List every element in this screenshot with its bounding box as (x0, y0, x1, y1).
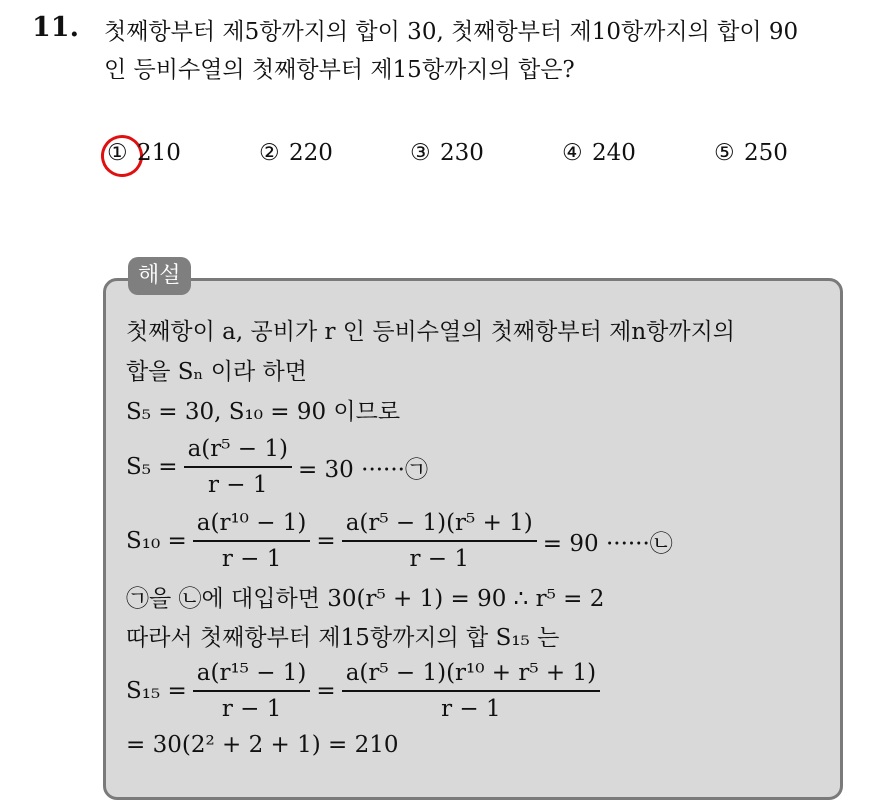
equation-2-denominator-2: r − 1 (409, 546, 469, 572)
solution-line-9: = 30(2² + 2 + 1) = 210 (126, 732, 399, 758)
equation-1-numerator: a(r⁵ − 1) (184, 432, 292, 468)
equation-2-rhs: = 90 ······㉡ (542, 530, 673, 557)
question-number: 11. (32, 12, 79, 43)
choice-4[interactable] (562, 140, 636, 166)
equation-3-fraction-1 (193, 656, 311, 726)
choice-2[interactable] (259, 140, 333, 166)
equation-3-numerator-1: a(r¹⁵ − 1) (193, 656, 311, 692)
solution-line-6: ㉠을 ㉡에 대입하면 30(r⁵ + 1) = 90 ∴ r⁵ = 2 (126, 586, 605, 612)
equation-2-equals: = (316, 528, 336, 554)
equation-1-rhs: = 30 ······㉠ (297, 456, 428, 483)
question-line-2: 인 등비수열의 첫째항부터 제15항까지의 합은? (104, 57, 575, 83)
solution-line-3: S₅ = 30, S₁₀ = 90 이므로 (126, 399, 401, 425)
equation-3 (126, 656, 606, 726)
choice-5[interactable] (714, 140, 788, 166)
equation-3-equals: = (316, 678, 336, 704)
equation-2-lhs: S₁₀ = (126, 528, 187, 554)
choice-2-value: 220 (289, 140, 333, 166)
choice-4-mark: ④ (562, 140, 583, 166)
equation-2-numerator-2: a(r⁵ − 1)(r⁵ + 1) (342, 506, 537, 542)
equation-3-fraction-2 (342, 656, 600, 726)
choice-3-value: 230 (440, 140, 484, 166)
choice-3-mark: ③ (410, 140, 431, 166)
choice-1-mark: ① (107, 140, 128, 166)
solution-line-7: 따라서 첫째항부터 제15항까지의 합 S₁₅ 는 (126, 625, 560, 651)
choice-3[interactable] (410, 140, 484, 166)
solution-line-2: 합을 Sₙ 이라 하면 (126, 359, 307, 385)
equation-2-fraction-2 (342, 506, 537, 576)
solution-line-1: 첫째항이 a, 공비가 r 인 등비수열의 첫째항부터 제n항까지의 (126, 319, 736, 345)
question-stem (104, 13, 874, 89)
equation-3-denominator-1: r − 1 (221, 696, 282, 722)
equation-2-denominator-1: r − 1 (221, 546, 282, 572)
choice-5-value: 250 (744, 140, 788, 166)
equation-1-denominator: r − 1 (208, 472, 268, 498)
equation-1 (126, 432, 428, 502)
choice-2-mark: ② (259, 140, 280, 166)
choice-5-mark: ⑤ (714, 140, 735, 166)
choice-1[interactable] (107, 140, 181, 166)
equation-1-fraction (184, 432, 292, 502)
equation-3-lhs: S₁₅ = (126, 678, 187, 704)
question-line-1: 첫째항부터 제5항까지의 합이 30, 첫째항부터 제10항까지의 합이 90 (104, 19, 799, 45)
equation-2 (126, 506, 673, 576)
choice-4-value: 240 (592, 140, 636, 166)
solution-badge: 해설 (128, 257, 191, 295)
equation-1-lhs: S₅ = (126, 454, 178, 480)
equation-3-denominator-2: r − 1 (441, 696, 501, 722)
equation-3-numerator-2: a(r⁵ − 1)(r¹⁰ + r⁵ + 1) (342, 656, 600, 692)
equation-2-numerator-1: a(r¹⁰ − 1) (193, 506, 311, 542)
equation-2-fraction-1 (193, 506, 311, 576)
choice-1-value: 210 (137, 140, 181, 166)
